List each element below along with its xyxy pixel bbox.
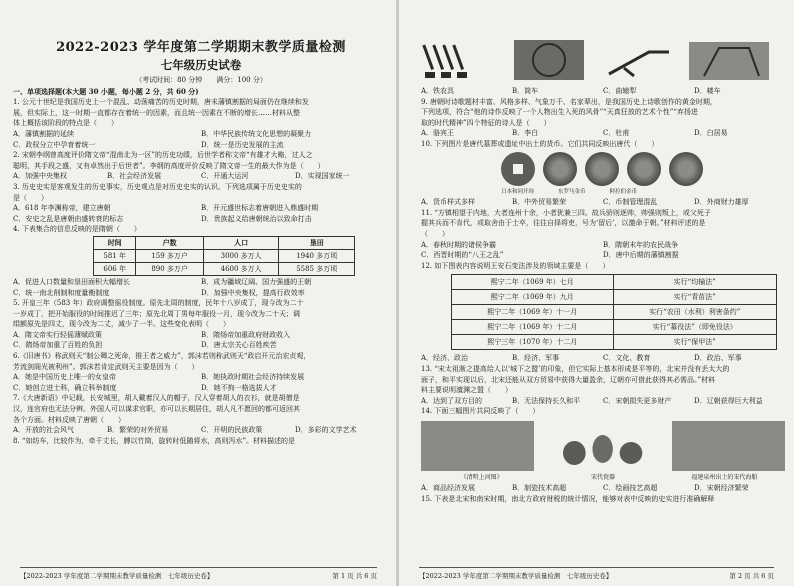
caption: 福建泉州出土的宋代海船 — [691, 473, 758, 481]
options — [13, 171, 389, 182]
table-cell: 熙宁二年（1069 年）十一月 — [452, 305, 614, 320]
question-text: 7.《大唐新语》中记载，长安城里，胡人戴着汉人的帽子，汉人穿着胡人的衣衫，就是胡僧是 — [13, 394, 300, 403]
option: B．经济、军事 — [512, 354, 560, 363]
table-row — [94, 236, 355, 249]
coin-image — [627, 152, 661, 186]
table-row — [94, 249, 355, 262]
option: A．经济、政治 — [421, 354, 469, 363]
table-cell: 实行“均输法” — [613, 275, 777, 290]
option: D．她不拘一格选拔人才 — [201, 383, 277, 392]
table-cell: 实行“农田（水利）利害条约” — [613, 305, 777, 320]
question-text: 体上概括该阶段的特点是（ ） — [13, 119, 118, 128]
options — [13, 372, 389, 393]
option: D．唐太宗关心百姓疾苦 — [201, 341, 277, 350]
question-text: 展，但实际上，这一时期一直都存在着统一的因素，而且统一因素在不断的增长……材料从整 — [13, 108, 300, 117]
option: B．社会经济发展 — [107, 172, 162, 181]
question-text: 握其兵而不肯代，或取舍由于士卒，往往自择将吏，号为‘留后’，以邀命于朝。”材料评述的是 — [421, 219, 706, 228]
option: D．外商财力雄厚 — [694, 198, 749, 207]
options — [421, 353, 785, 364]
option: B．她执政时期社会经济持续发展 — [201, 373, 305, 382]
option: B．李白 — [512, 129, 539, 138]
option: B．中外贸易繁荣 — [512, 198, 567, 207]
option: A．隋文帝实行轻徭薄赋政策 — [13, 330, 103, 339]
option: D．实现国家统一 — [295, 172, 350, 181]
table-cell: 垦田 — [279, 236, 355, 249]
question-text: 14. 下面三幅图片共同反映了（ ） — [421, 407, 540, 416]
option: C．统一南北削制和度量衡制度 — [13, 288, 110, 297]
question-text: 聪明，其手段之盛，又有卓然出于后世者”。李纲的高度评价反映了隋文帝一生的最大作为是（ ） — [13, 161, 325, 170]
option: D．多彩的文学艺术 — [295, 426, 357, 435]
table-cell: 5585 多万顷 — [279, 262, 355, 275]
question-text: 是（ ） — [13, 193, 48, 202]
footer-label: 【2022-2023 学年度第二学期期末教学质量检测 七年级历史卷】 — [419, 572, 613, 581]
option: D．贵族起义给唐朝统治以致命打击 — [201, 214, 312, 223]
options — [13, 203, 389, 224]
options — [13, 277, 389, 298]
coin-captions — [501, 187, 785, 198]
table-row — [452, 305, 777, 320]
question-text: 一岁成丁，把开始服役的时间推迟了三年；原先北周丁男每年服役一月，现今改为二十天；调 — [13, 309, 300, 318]
porcelain-drawing — [546, 421, 659, 471]
table-cell: 时间 — [94, 236, 136, 249]
option: D．宋朝经济繁荣 — [694, 484, 749, 493]
table-row — [452, 275, 777, 290]
caption: 东罗马金币 — [558, 188, 586, 195]
option: A．商品经济发展 — [421, 484, 476, 493]
option: D．统一是历史发展的主流 — [201, 140, 284, 149]
option: D．辽朝获得巨大利益 — [694, 396, 763, 405]
option: A．达到了双方目的 — [421, 396, 483, 405]
option: C．曲辕犁 — [603, 87, 637, 95]
option: C．隋炀帝加重了百姓的负担 — [13, 341, 103, 350]
option: C．西晋时期的“八王之乱” — [421, 251, 504, 260]
table-row — [452, 320, 777, 335]
option: B．无法保持长久和平 — [512, 396, 581, 405]
option: C．安史之乱是唐朝由盛转衰的标志 — [13, 214, 124, 223]
option: D．白居易 — [694, 129, 728, 138]
option: B．繁荣的对外贸易 — [107, 426, 169, 435]
option: C．杜甫 — [603, 129, 630, 138]
option: B．筒车 — [512, 87, 539, 95]
option: C．开通大运河 — [201, 172, 249, 181]
farm-tools-image — [419, 38, 779, 84]
option: A．藩镇割据的延续 — [13, 129, 75, 138]
option: C．开明的民族政策 — [201, 426, 263, 435]
page-number: 第 1 页 共 6 页 — [332, 572, 377, 581]
options — [421, 483, 785, 494]
song-dynasty-images — [421, 421, 785, 471]
question-text: 6.《旧唐书》称武则天“制公卿之死命，推王者之威力”，郭沫若则称武则天“政启开元治宏贞观， — [13, 352, 311, 361]
option: B．成为疆域辽阔、国力强盛的王朝 — [201, 277, 312, 286]
option: A．她是中国历史上唯一的女皇帝 — [13, 373, 117, 382]
option: C．政权分立中孕育着统一 — [13, 140, 96, 149]
table-cell: 3000 多万人 — [203, 249, 279, 262]
porcelain-image — [546, 421, 659, 471]
ship-image — [672, 421, 785, 471]
option: B．中华民族传统文化思想的凝聚力 — [201, 129, 312, 138]
option: A．春秋时期的诸侯争霸 — [421, 240, 497, 249]
question-text: （ ） — [421, 229, 449, 238]
exam-title: 2022-2023 学年度第二学期期末教学质量检测 — [56, 40, 346, 55]
page-footer — [20, 567, 377, 582]
option: B．隋炀帝加重政府财政收入 — [201, 330, 291, 339]
option: A．货币样式多样 — [421, 198, 476, 207]
table-row — [452, 290, 777, 305]
table-cell: 606 年 — [94, 262, 136, 275]
exam-page-2 — [399, 0, 794, 586]
options — [421, 396, 785, 407]
caption: 《清明上河图》 — [460, 473, 503, 481]
option: C．币制管理混乱 — [603, 198, 658, 207]
coin-image — [585, 152, 619, 186]
options — [421, 240, 785, 261]
option: A．骆宾王 — [421, 129, 455, 138]
page-footer — [419, 567, 774, 582]
question-text: 芳流剑阁光被利州”。郭沫若肯定武则天主要是因为（ ） — [13, 362, 199, 371]
section-heading: 一、单项选择题(本大题 30 小题，每小题 2 分，共 60 分) — [13, 86, 199, 96]
question-text: 12. 如下图表内容说明王安石变法涉及的领域主要是（ ） — [421, 261, 610, 270]
coin-images — [501, 152, 785, 186]
table-cell: 熙宁二年（1069 年）九月 — [452, 290, 614, 305]
table-row — [452, 335, 777, 350]
options — [421, 128, 785, 139]
question-text: 5. 开皇三年（583 年）政府调整徭役制度。原先北周的制度，民年十八岁成丁，现今改为二十 — [13, 299, 304, 308]
question-text: 13. “宋太祖渐之提高给人以‘城下之盟’的印象，但它实际上基本形成是平等的，北宋并没有丢太大的 — [421, 364, 730, 373]
image-captions — [421, 473, 785, 484]
painting-image — [421, 421, 534, 471]
table-cell: 实行“募役法”（即免役法） — [613, 320, 777, 335]
table-cell: 熙宁三年（1070 年）十二月 — [452, 335, 614, 350]
coin-image — [669, 152, 703, 186]
question-text: 4. 下表集合的信息反映的是隋朝（ ） — [13, 225, 141, 234]
option: D．耧车 — [694, 87, 721, 95]
options — [13, 129, 389, 150]
caption: 宋代瓷器 — [590, 473, 615, 481]
question-text: 10. 下列图片是唐代墓葬或遗址中出土的货币。它们共同反映出唐代（ ） — [421, 139, 659, 148]
table-cell: 熙宁二年（1069 年）十二月 — [452, 320, 614, 335]
sui-population-table — [93, 236, 355, 276]
option: C．绘画技艺高超 — [603, 484, 658, 493]
exam-subtitle: 七年级历史试卷 — [160, 58, 242, 72]
option: B．制瓷技术高超 — [512, 484, 567, 493]
table-cell: 581 年 — [94, 249, 136, 262]
option: C．她创立进士科，确立科举制度 — [13, 383, 117, 392]
options — [13, 330, 389, 351]
table-cell: 户数 — [136, 236, 204, 249]
option: D．唐中后期的藩镇割据 — [603, 251, 679, 260]
coin-image — [543, 152, 577, 186]
table-cell: 实行“青苗法” — [613, 290, 777, 305]
question-text: 料主要说明澶渊之盟（ ） — [421, 386, 512, 395]
table-row — [94, 262, 355, 275]
coin-image — [501, 152, 535, 186]
caption: 日本和同开珎 — [501, 188, 535, 195]
table-cell: 人口 — [203, 236, 279, 249]
question-text: 绢额原先是四丈，现今改为二丈，减少了一半。这些变化表明（ ） — [13, 320, 230, 329]
footer-label: 【2022-2023 学年度第二学期期末教学质量检测 七年级历史卷】 — [20, 572, 214, 581]
question-text: 9. 唐朝时诗歌题材丰富、风格多样、气象万千、名家辈出，是我国历史上诗歌创作的黄金时期， — [421, 97, 717, 106]
question-text: 下列选项，符合“他的诗作反映了一个人物出生入死的风骨”“天真狂放的艺术个性”“弃扬进 — [421, 108, 698, 117]
question-text: 11. “方镇相望于内地，大者连州十余，小者犹兼三四。故兵骄则逐帅，帅强则叛上，或父死子 — [421, 208, 711, 217]
option: D．加强中央集权，提高行政效率 — [201, 288, 305, 297]
question-text: 面子，和平实现以后，北宋还能从双方贸易中获得大量盈余，辽朝亦可借此获得其必需品。”材料 — [421, 375, 716, 384]
farm-tools-illustrations — [419, 38, 779, 84]
question-text: 15. 下表是北宋和南宋时期，南北方政府财税的统计情况，能够对表中反映的史实进行准确解释 — [421, 495, 715, 504]
question-text: 1. 公元十世纪是我国历史上一个混乱、动荡痛苦的历史时期，唐末藩镇割据的局面仍在继续和发 — [13, 98, 309, 107]
option: C．宋朝损失更多财产 — [603, 396, 672, 405]
question-text: 取的时代精神”四个特征的诗人是（ ） — [421, 118, 551, 127]
table-cell: 159 多万户 — [136, 249, 204, 262]
option: A．开放的社会风气 — [13, 426, 75, 435]
table-cell: 实行“保甲法” — [613, 335, 777, 350]
exam-info: （考试时间：80 分钟 满分：100 分） — [135, 76, 267, 84]
caption: 阿拉伯金币 — [609, 188, 638, 195]
option: A．促进人口数量和垦田面积大幅增长 — [13, 277, 131, 286]
question-text: 8. “如纺车，比较作为，牵千丈长，膊以竹筒，旋转时低随将水，高则泻水”。材料描述的是 — [13, 436, 296, 445]
question-text: 各个方面。材料反映了唐朝（ ） — [13, 415, 125, 424]
page-number: 第 2 页 共 6 页 — [729, 572, 774, 581]
table-cell: 890 多万户 — [136, 262, 204, 275]
question-text: 2. 宋朝李纲曾高度评价隋文帝“混南北为一区”的历史功绩，后世学者称文帝“有雄才大略，过人之 — [13, 151, 313, 160]
option: A．618 年李渊称帝，建立唐朝 — [13, 204, 111, 213]
option: A．加强中央集权 — [13, 172, 68, 181]
question-text: 3. 历史史实是客观发生的历史事实，历史观点是对历史史实的认识。下列选项属于历史史实的 — [13, 182, 302, 191]
table-cell: 1940 多万顷 — [279, 249, 355, 262]
option: B．隋朝末年的农民战争 — [603, 240, 679, 249]
table-cell: 4600 多万人 — [203, 262, 279, 275]
options — [421, 86, 785, 97]
option: D．政治、军事 — [694, 354, 742, 363]
table-cell: 熙宁二年（1069 年）七月 — [452, 275, 614, 290]
question-text: 汉，连官府也无法分辨。外国人可以谋求官职，亦可以长期居住，胡人凡不愿回的都可返回其 — [13, 405, 300, 414]
reform-table — [451, 274, 777, 350]
option: B．开元盛世标志着唐朝进入鼎盛时期 — [201, 204, 319, 213]
option: C．文化、教育 — [603, 354, 651, 363]
option: A．铁农具 — [421, 87, 455, 95]
options — [421, 197, 785, 208]
options — [13, 425, 389, 436]
